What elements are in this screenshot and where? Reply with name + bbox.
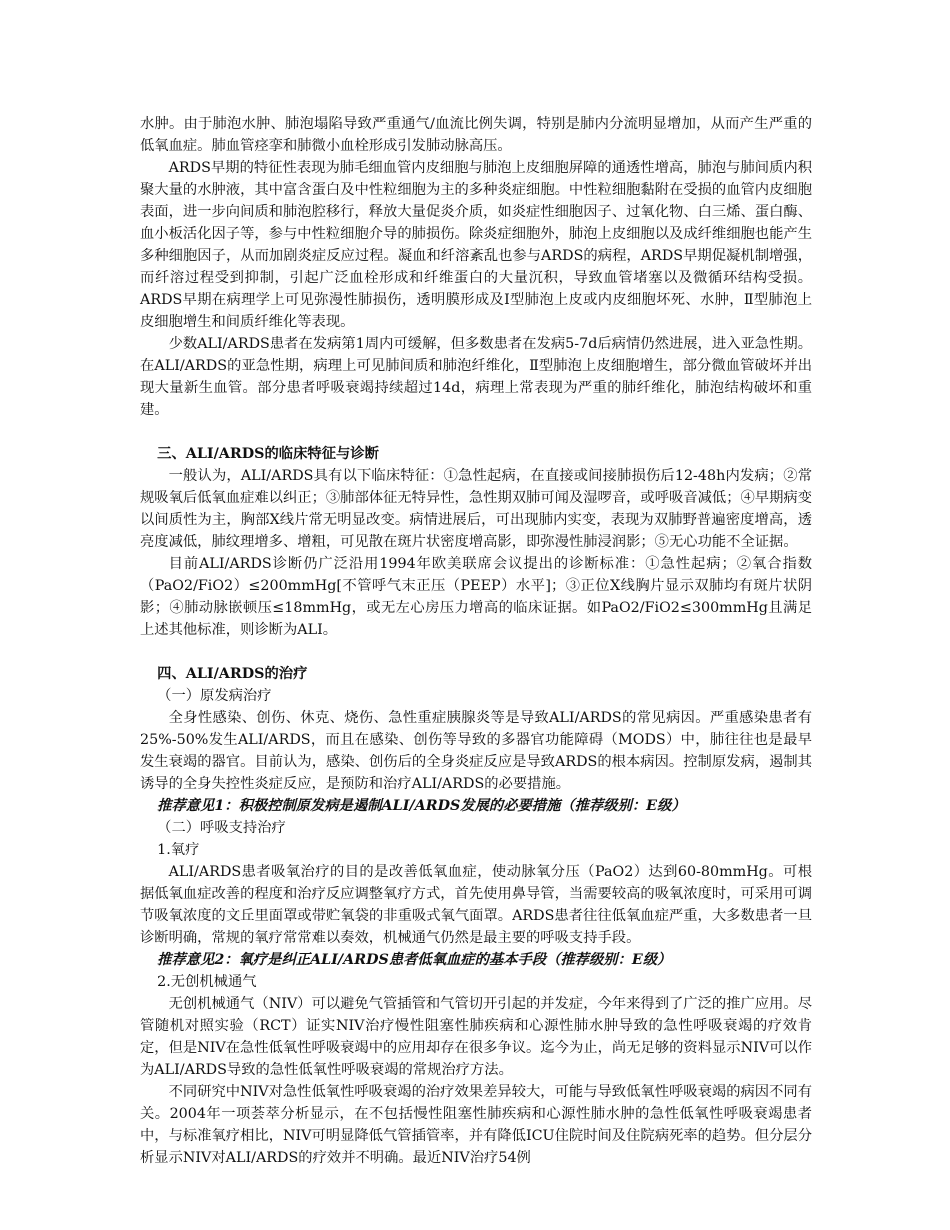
paragraph-oxygen-therapy: ALI/ARDS患者吸氧治疗的目的是改善低氧血症，使动脉氧分压（PaO2）达到60-80mmHg。可根据低氧血症改善的程度和治疗反应调整氧疗方式，首先使用鼻导管，当需要较高的吸氧浓度时，可采用可调节吸氧浓度的文丘里面罩或带贮氧袋的非重吸式氧气面罩。ARDS患者往往低氧血症严重，大多数患者一旦诊断明确，常规的氧疗常常难以奏效，机械通气仍然是最主要的呼吸支持手段。	[140, 864, 812, 946]
paragraph-diagnostic-criteria: 目前ALI/ARDS诊断仍广泛沿用1994年欧美联席会议提出的诊断标准：①急性起病；②氧合指数（PaO2/FiO2）≤200mmHg[不管呼气末正压（PEEP）水平]；③正位X线胸片显示双肺均有斑片状阴影；④肺动脉嵌顿压≤18mmHg，或无左心房压力增高的临床证据。如PaO2/FiO2≤300mmHg且满足上述其他标准，则诊断为ALI。	[140, 556, 812, 638]
paragraph-subacute-phase: 少数ALI/ARDS患者在发病第1周内可缓解，但多数患者在发病5-7d后病情仍然进展，进入亚急性期。在ALI/ARDS的亚急性期，病理上可见肺间质和肺泡纤维化，Ⅱ型肺泡上皮细胞增生，部分微血管破坏并出现大量新生血管。部分患者呼吸衰竭持续超过14d，病理上常表现为严重的肺纤维化，肺泡结构破坏和重建。	[140, 336, 812, 418]
paragraph-niv-intro: 无创机械通气（NIV）可以避免气管插管和气管切开引起的并发症，今年来得到了广泛的推广应用。尽管随机对照实验（RCT）证实NIV治疗慢性阻塞性肺疾病和心源性肺水肿导致的急性呼吸衰竭的疗效肯定，但是NIV在急性低氧性呼吸衰竭中的应用却存在很多争议。迄今为止，尚无足够的资料显示NIV可以作为ALI/ARDS导致的急性低氧性呼吸衰竭的常规治疗方法。	[140, 996, 812, 1078]
recommendation-2: 推荐意见2：氧疗是纠正ALI/ARDS患者低氧血症的基本手段（推荐级别：E级）	[157, 952, 672, 968]
paragraph-clinical-features: 一般认为，ALI/ARDS具有以下临床特征：①急性起病，在直接或间接肺损伤后12-48h内发病；②常规吸氧后低氧血症难以纠正；③肺部体征无特异性，急性期双肺可闻及湿啰音，或呼吸音减低；④早期病变以间质性为主，胸部X线片常无明显改变。病情进展后，可出现肺内实变，表现为双肺野普遍密度增高，透亮度减低，肺纹理增多、增粗，可见散在斑片状密度增高影，即弥漫性肺浸润影；⑤无心功能不全证据。	[140, 468, 812, 550]
subheading-niv: 2.无创机械通气	[157, 974, 257, 990]
paragraph-continuation: 水肿。由于肺泡水肿、肺泡塌陷导致严重通气/血流比例失调，特别是肺内分流明显增加，从而产生严重的低氧血症。肺血管痉挛和肺微小血栓形成引发肺动脉高压。	[140, 116, 812, 154]
recommendation-1: 推荐意见1：积极控制原发病是遏制ALI/ARDS发展的必要措施（推荐级别：E级）	[157, 798, 686, 814]
document-body	[140, 113, 812, 1169]
subheading-oxygen-therapy: 1.氧疗	[157, 842, 200, 858]
section-heading-treatment: 四、ALI/ARDS的治疗	[157, 666, 308, 682]
paragraph-ards-early-features: ARDS早期的特征性表现为肺毛细血管内皮细胞与肺泡上皮细胞屏障的通透性增高，肺泡与肺间质内积聚大量的水肿液，其中富含蛋白及中性粒细胞为主的多种炎症细胞。中性粒细胞黏附在受损的血管内皮细胞表面，进一步向间质和肺泡腔移行，释放大量促炎介质，如炎症性细胞因子、过氧化物、白三烯、蛋白酶、血小板活化因子等，参与中性粒细胞介导的肺损伤。除炎症细胞外，肺泡上皮细胞以及成纤维细胞也能产生多种细胞因子，从而加剧炎症反应过程。凝血和纤溶紊乱也参与ARDS的病程，ARDS早期促凝机制增强，而纤溶过程受到抑制，引起广泛血栓形成和纤维蛋白的大量沉积，导致血管堵塞以及微循环结构受损。ARDS早期在病理学上可见弥漫性肺损伤，透明膜形成及Ⅰ型肺泡上皮或内皮细胞坏死、水肿，Ⅱ型肺泡上皮细胞增生和间质纤维化等表现。	[140, 160, 812, 330]
subheading-respiratory-support: （二）呼吸支持治疗	[157, 820, 286, 836]
paragraph-niv-studies: 不同研究中NIV对急性低氧性呼吸衰竭的治疗效果差异较大，可能与导致低氧性呼吸衰竭的病因不同有关。2004年一项荟萃分析显示，在不包括慢性阻塞性肺疾病和心源性肺水肿的急性低氧性呼吸衰竭患者中，与标准氧疗相比，NIV可明显降低气管插管率，并有降低ICU住院时间及住院病死率的趋势。但分层分析显示NIV对ALI/ARDS的疗效并不明确。最近NIV治疗54例	[140, 1084, 812, 1166]
paragraph-primary-disease: 全身性感染、创伤、休克、烧伤、急性重症胰腺炎等是导致ALI/ARDS的常见病因。严重感染患者有25%-50%发生ALI/ARDS，而且在感染、创伤等导致的多器官功能障碍（MODS）中，肺往往也是最早发生衰竭的器官。目前认为，感染、创伤后的全身炎症反应是导致ARDS的根本病因。控制原发病，遏制其诱导的全身失控性炎症反应，是预防和治疗ALI/ARDS的必要措施。	[140, 710, 812, 792]
subheading-primary-disease: （一）原发病治疗	[157, 688, 272, 704]
section-heading-clinical-features: 三、ALI/ARDS的临床特征与诊断	[157, 446, 379, 462]
